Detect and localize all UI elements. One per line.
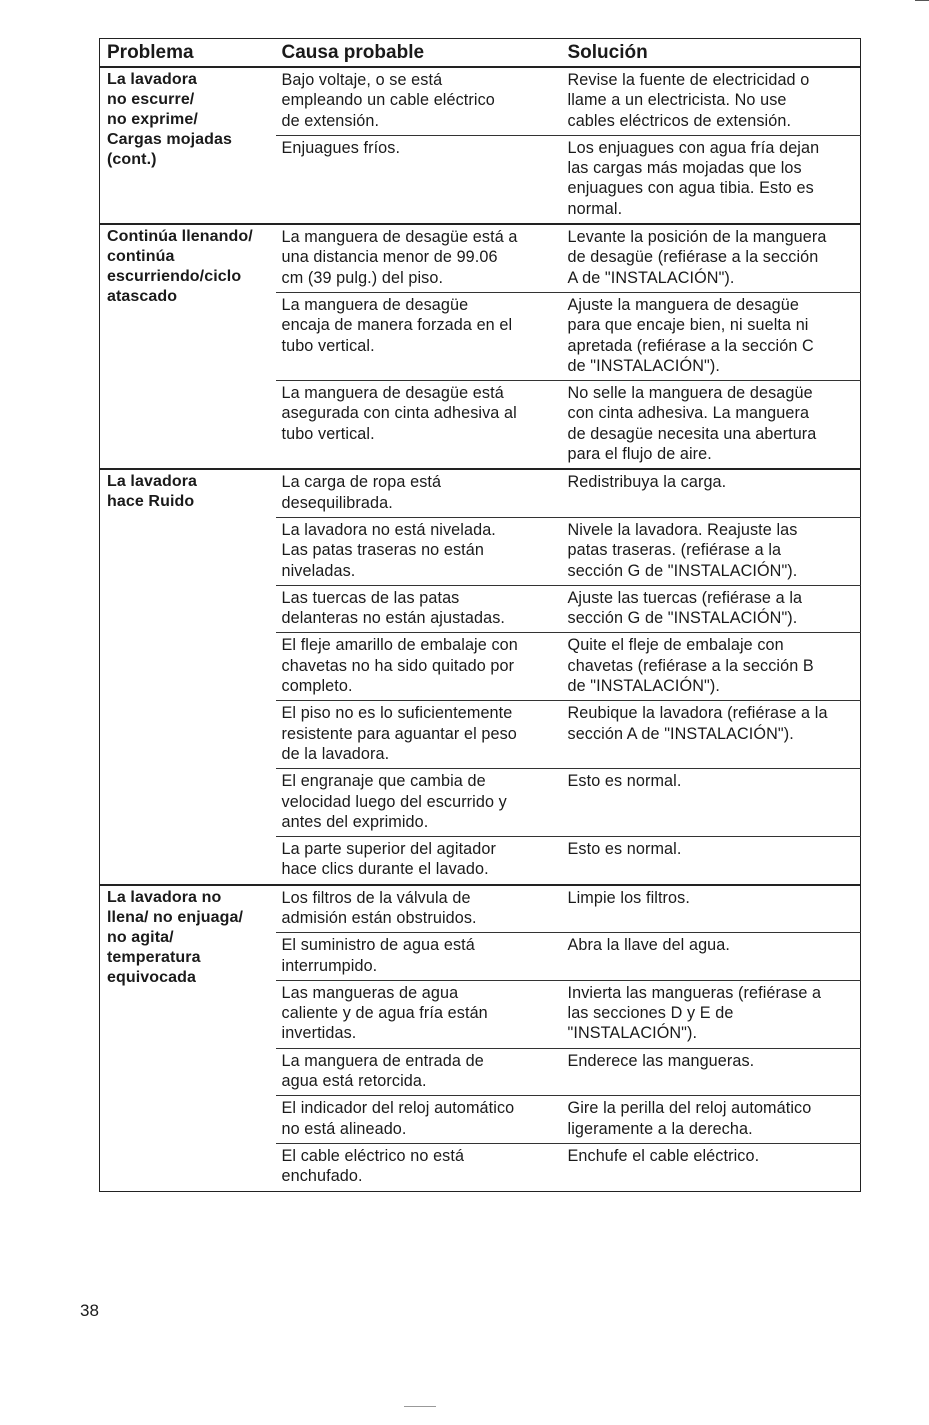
cause-cell: La parte superior del agitador hace clics durante el lavado. <box>276 837 562 885</box>
troubleshooting-table <box>99 38 861 1192</box>
solution-cell: Los enjuagues con agua fría dejan las cargas más mojadas que los enjuagues con agua tibia. Esto es normal. <box>562 135 861 224</box>
table-row <box>100 469 861 517</box>
cause-cell: La manguera de desagüe está a una distancia menor de 99.06 cm (39 pulg.) del piso. <box>276 224 562 292</box>
cause-cell: El suministro de agua está interrumpido. <box>276 933 562 981</box>
table-row <box>100 224 861 292</box>
problem-line: no exprime/ <box>107 111 198 128</box>
cause-cell: Los filtros de la válvula de admisión están obstruidos. <box>276 885 562 933</box>
corner-mark <box>915 0 929 1</box>
problem-cell <box>100 67 276 224</box>
solution-cell: Levante la posición de la manguera de desagüe (refiérase a la sección A de "INSTALACIÓN"). <box>562 224 861 292</box>
solution-cell: Nivele la lavadora. Reajuste las patas traseras. (refiérase a la sección G de "INSTALACIÓN"). <box>562 517 861 585</box>
problem-line: continúa <box>107 248 175 266</box>
cause-cell: El cable eléctrico no está enchufado. <box>276 1143 562 1191</box>
table-row <box>100 67 861 135</box>
table-body <box>100 67 861 1191</box>
problem-line: La lavadora <box>107 71 198 88</box>
problem-line: La lavadora <box>107 473 198 491</box>
solution-cell: Limpie los filtros. <box>562 885 861 933</box>
problem-line: escurriendo/ciclo <box>107 268 242 286</box>
problem-line: no escurre/ <box>107 91 195 108</box>
table-row <box>100 885 861 933</box>
problem-line: no agita/ <box>107 928 174 946</box>
bottom-mark <box>404 1406 436 1407</box>
cause-cell: Las tuercas de las patas delanteras no están ajustadas. <box>276 585 562 633</box>
cause-cell: La manguera de desagüe encaja de manera forzada en el tubo vertical. <box>276 292 562 380</box>
solution-cell: Esto es normal. <box>562 769 861 837</box>
problem-cell <box>100 885 276 1191</box>
solution-cell: Esto es normal. <box>562 837 861 885</box>
problem-line: La lavadora no <box>107 888 222 906</box>
cause-cell: El piso no es lo suficientemente resistente para aguantar el peso de la lavadora. <box>276 701 562 769</box>
table-header-row <box>100 39 861 68</box>
page-number: 38 <box>80 1301 99 1320</box>
solution-cell: Quite el fleje de embalaje con chavetas (refiérase a la sección B de "INSTALACIÓN"). <box>562 633 861 701</box>
cause-cell: La lavadora no está nivelada. Las patas traseras no están niveladas. <box>276 517 562 585</box>
cause-cell: El fleje amarillo de embalaje con chavetas no ha sido quitado por completo. <box>276 633 562 701</box>
problem-line: Cargas mojadas <box>107 131 233 148</box>
solution-cell: Ajuste la manguera de desagüe para que encaje bien, ni suelta ni apretada (refiérase a la sección C de "INSTALACIÓN"). <box>562 292 861 380</box>
problem-line: atascado <box>107 288 178 306</box>
solution-cell: Reubique la lavadora (refiérase a la sección A de "INSTALACIÓN"). <box>562 701 861 769</box>
solution-cell: Revise la fuente de electricidad o llame a un electricista. No use cables eléctricos de extensión. <box>567 71 810 130</box>
problem-line: temperatura <box>107 948 201 966</box>
cause-cell: La carga de ropa está desequilibrada. <box>276 469 562 517</box>
solution-cell: Redistribuya la carga. <box>562 469 861 517</box>
problem-line: (cont.) <box>107 151 157 168</box>
problem-line: llena/ no enjuaga/ <box>107 908 244 926</box>
cause-cell: Enjuagues fríos. <box>276 135 562 224</box>
solution-cell: Gire la perilla del reloj automático ligeramente a la derecha. <box>562 1096 861 1144</box>
solution-cell: Enderece las mangueras. <box>562 1048 861 1096</box>
header-solution: Solución <box>562 39 861 68</box>
solution-cell: Ajuste las tuercas (refiérase a la sección G de "INSTALACIÓN"). <box>562 585 861 633</box>
cause-cell: La manguera de desagüe está asegurada con cinta adhesiva al tubo vertical. <box>276 381 562 470</box>
problem-line: hace Ruido <box>107 493 195 511</box>
solution-cell: No selle la manguera de desagüe con cinta adhesiva. La manguera de desagüe necesita una abertura para el flujo de aire. <box>562 381 861 470</box>
cause-cell: El indicador del reloj automático no está alineado. <box>276 1096 562 1144</box>
cause-cell: Bajo voltaje, o se está empleando un cable eléctrico de extensión. <box>281 71 495 130</box>
problem-cell <box>100 224 276 469</box>
problem-line: Continúa llenando/ <box>107 228 253 246</box>
problem-cell <box>100 469 276 884</box>
solution-cell: Invierta las mangueras (refiérase a las secciones D y E de "INSTALACIÓN"). <box>562 980 861 1048</box>
problem-line: equivocada <box>107 968 197 986</box>
cause-cell: Las mangueras de agua caliente y de agua fría están invertidas. <box>276 980 562 1048</box>
cause-cell: El engranaje que cambia de velocidad luego del escurrido y antes del exprimido. <box>276 769 562 837</box>
cause-cell: La manguera de entrada de agua está retorcida. <box>276 1048 562 1096</box>
header-problem: Problema <box>100 39 276 68</box>
solution-cell: Abra la llave del agua. <box>562 933 861 981</box>
solution-cell: Enchufe el cable eléctrico. <box>562 1143 861 1191</box>
header-cause: Causa probable <box>276 39 562 68</box>
